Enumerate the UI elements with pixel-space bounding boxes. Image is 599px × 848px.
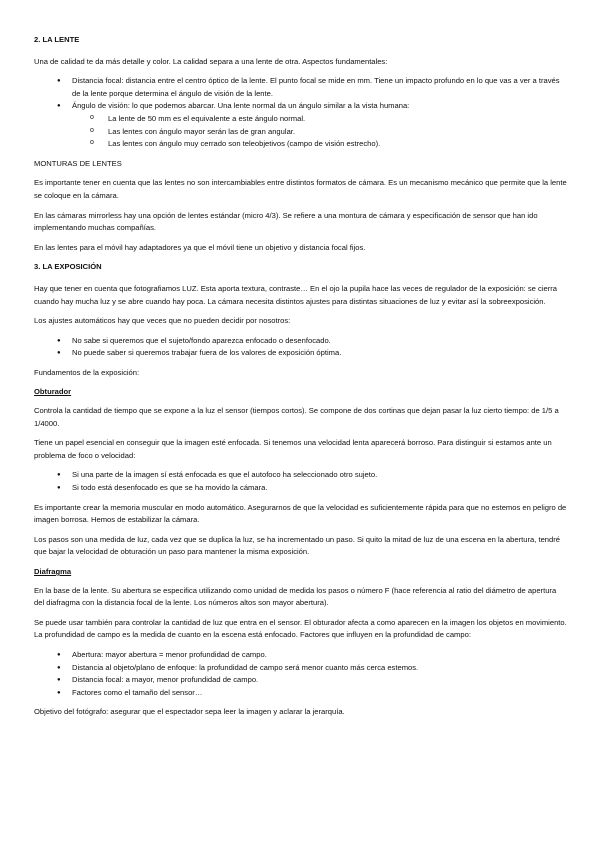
paragraph: Se puede usar también para controlar la cantidad de luz que entra en el sensor. El obturador afecta a como aparecen en la imagen los objetos en movimiento. La profundidad de campo es la medida de cuanto en la escena está enfocado. Factores que influyen en la profundidad de campo:: [34, 617, 567, 640]
sublist-item: o La lente de 50 mm es el equivalente a este ángulo normal.: [34, 113, 568, 126]
paragraph: Los ajustes automáticos hay que veces que no pueden decidir por nosotros:: [34, 316, 291, 326]
paragraph: En las lentes para el móvil hay adaptadores ya que el móvil tiene un objetivo y distancia focal fijos.: [34, 242, 366, 252]
paragraph: Hay que tener en cuenta que fotografiamos LUZ. Esta aporta textura, contraste… En el ojo la pupila hace las veces de regulador de la exposición: se cierra cuando hay mucha luz y se abre cuando hay poca. La cámara necesita distintos ajustes para distintas situaciones de luz y evitar así la sobreexposición.: [34, 283, 558, 306]
paragraph: Fundamentos de la exposición:: [34, 367, 140, 377]
paragraph: En la base de la lente. Su abertura se especifica utilizando como unidad de medida los pasos o número F (hace referencia al ratio del diámetro de apertura del diafragma con la distancia focal de la lente. Los números altos son mayor abertura).: [34, 585, 557, 608]
list-item: [34, 100, 568, 150]
paragraph: Una de calidad te da más detalle y color. La calidad separa a una lente de otra. Aspectos fundamentales:: [34, 56, 388, 66]
depth-of-field-list: [34, 649, 568, 699]
list-item: ● Distancia focal: a mayor, menor profundidad de campo.: [34, 674, 568, 687]
paragraph: Objetivo del fotógrafo: asegurar que el espectador sepa leer la imagen y aclarar la jerarquía.: [34, 707, 345, 717]
paragraph: Tiene un papel esencial en conseguir que la imagen esté enfocada. Si tenemos una velocidad lenta aparecerá borroso. Para distinguir si estamos ante un problema de foco o velocidad:: [34, 438, 552, 460]
list-item: ● No puede saber si queremos trabajar fuera de los valores de exposición óptima.: [34, 347, 568, 360]
subheading-diafragma: Diafragma: [34, 567, 72, 576]
sublist-item: o Las lentes con ángulo muy cerrado son teleobjetivos (campo de visión estrecho).: [34, 138, 568, 151]
list-item: ● Factores como el tamaño del sensor…: [34, 687, 568, 700]
list-item-text: Ángulo de visión: lo que podemos abarcar. Una lente normal da un ángulo similar a la vista humana:: [72, 101, 410, 111]
subheading-obturador: Obturador: [34, 387, 72, 397]
list-item: ● Distancia al objeto/plano de enfoque: la profundidad de campo será menor cuanto más cerca estemos.: [34, 662, 568, 675]
paragraph: Controla la cantidad de tiempo que se expone a la luz el sensor (tiempos cortos). Se compone de dos cortinas que dejan pasar la luz cierto tiempo: de 1/5 a 1/4000.: [34, 406, 559, 428]
list-item: ● Abertura: mayor abertura = menor profundidad de campo.: [34, 649, 568, 662]
paragraph: Los pasos son una medida de luz, cada vez que se duplica la luz, se ha incrementado un paso. Si quito la mitad de luz de una escena en la abertura, tendré que bajar la velocidad de obturación un paso para mantener la misma exposición.: [34, 534, 560, 557]
list-item: ● No sabe si queremos que el sujeto/fondo aparezca enfocado o desenfocado.: [34, 335, 568, 348]
document-page: [34, 34, 568, 726]
section-heading-lente: 2. LA LENTE: [34, 35, 80, 44]
paragraph: Es importante crear la memoria muscular en modo automático. Asegurarnos de que la velocidad es suficientemente rápida para que no estemos en peligro de imagen borrosa. Hemos de estabilizar la cámara.: [34, 502, 567, 525]
focus-list: [34, 469, 568, 494]
lens-aspects-list: [34, 75, 568, 151]
list-item: ● Si una parte de la imagen sí está enfocada es que el autofoco ha seleccionado otro sujeto.: [34, 469, 568, 482]
auto-settings-list: [34, 335, 568, 360]
list-item: ● Distancia focal: distancia entre el centro óptico de la lente. El punto focal se mide en mm. Tiene un impacto profundo en lo que vas a ver a través de la lente porque determina el ángulo de visión de la lente.: [34, 75, 568, 100]
angle-sublist: [72, 113, 568, 151]
paragraph: En las cámaras mirrorless hay una opción de lentes estándar (micro 4/3). Se refiere a una montura de cámara y especificación de sensor que han ido implementando muchas compañías.: [34, 210, 538, 233]
paragraph: Es importante tener en cuenta que las lentes no son intercambiables entre distintos formatos de cámara. Es un mecanismo mecánico que permite que la lente se coloque en la cámara.: [34, 178, 567, 200]
list-item: ● Si todo está desenfocado es que se ha movido la cámara.: [34, 482, 568, 495]
section-heading-exposicion: 3. LA EXPOSICIÓN: [34, 262, 102, 272]
sublist-item: o Las lentes con ángulo mayor serán las de gran angular.: [34, 126, 568, 139]
subheading-monturas: MONTURAS DE LENTES: [34, 158, 122, 168]
